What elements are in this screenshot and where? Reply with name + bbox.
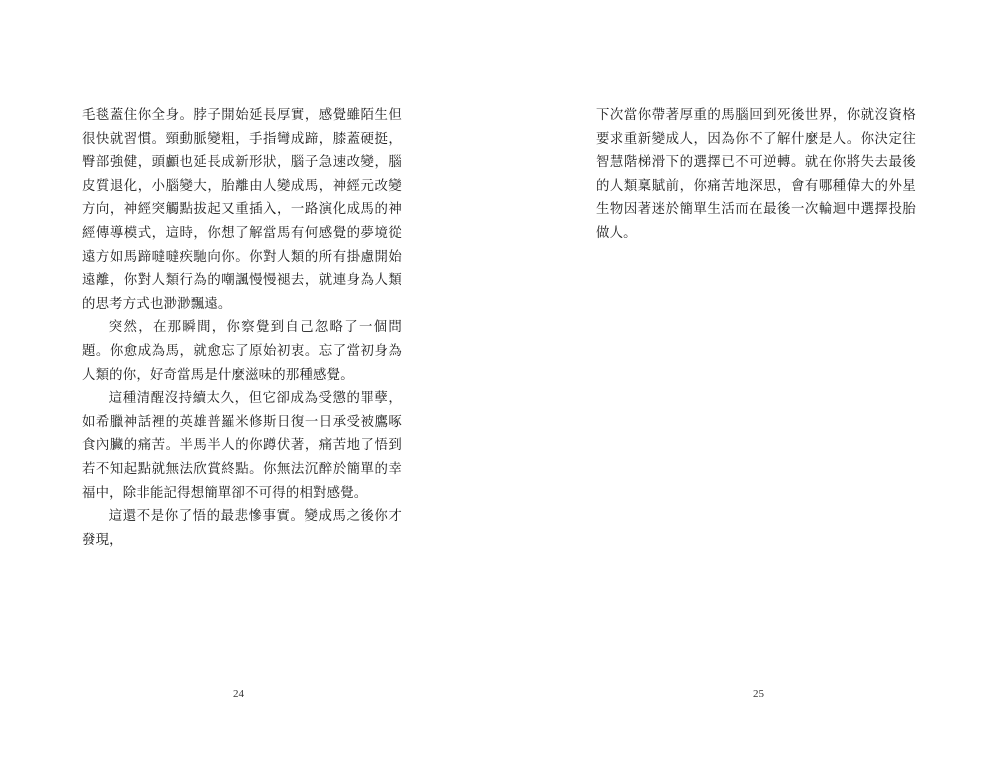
paragraph: 突然，在那瞬間，你察覺到自己忽略了一個問題。你愈成為馬，就愈忘了原始初衷。忘了當初身為人類的你，好奇當馬是什麼滋味的那種感覺。	[82, 320, 402, 383]
page-number: 24	[233, 688, 244, 700]
paragraph: 這還不是你了悟的最悲慘事實。變成馬之後你才發現，	[82, 509, 402, 548]
paragraph: 毛毯蓋住你全身。脖子開始延長厚實，感覺雖陌生但很快就習慣。頸動脈變粗，手指彎成蹄，膝蓋硬挺，臀部強健，頭顱也延長成新形狀，腦子急速改變，腦皮質退化，小腦變大，胎離由人變成馬，神經元改變方向，神經突觸點拔起又重插入，一路演化成馬的神經傳導模式，這時，你想了解當馬有何感覺的夢境從遠方如馬蹄噠噠疾馳向你。你對人類的所有掛慮開始遠離，你對人類行為的嘲諷慢慢褪去，就連身為人類的思考方式也渺渺飄遠。	[82, 108, 402, 312]
page-number: 25	[753, 688, 764, 700]
paragraph: 下次當你帶著厚重的馬腦回到死後世界，你就沒資格要求重新變成人，因為你不了解什麼是人。你決定往智慧階梯滑下的選擇已不可逆轉。就在你將失去最後的人類稟賦前，你痛苦地深思，會有哪種偉大的外星生物因著迷於簡單生活而在最後一次輪迴中選擇投胎做人。	[596, 108, 916, 241]
right-page-text	[596, 104, 916, 246]
right-page	[500, 0, 1000, 769]
paragraph: 這種清醒沒持續太久，但它卻成為受懲的罪孽，如希臘神話裡的英雄普羅米修斯日復一日承受被鷹啄食內臟的痛苦。半馬半人的你蹲伏著，痛苦地了悟到若不知起點就無法欣賞終點。你無法沉醉於簡單的幸福中，除非能記得想簡單卻不可得的相對感覺。	[82, 391, 402, 501]
left-page-text	[82, 104, 402, 552]
